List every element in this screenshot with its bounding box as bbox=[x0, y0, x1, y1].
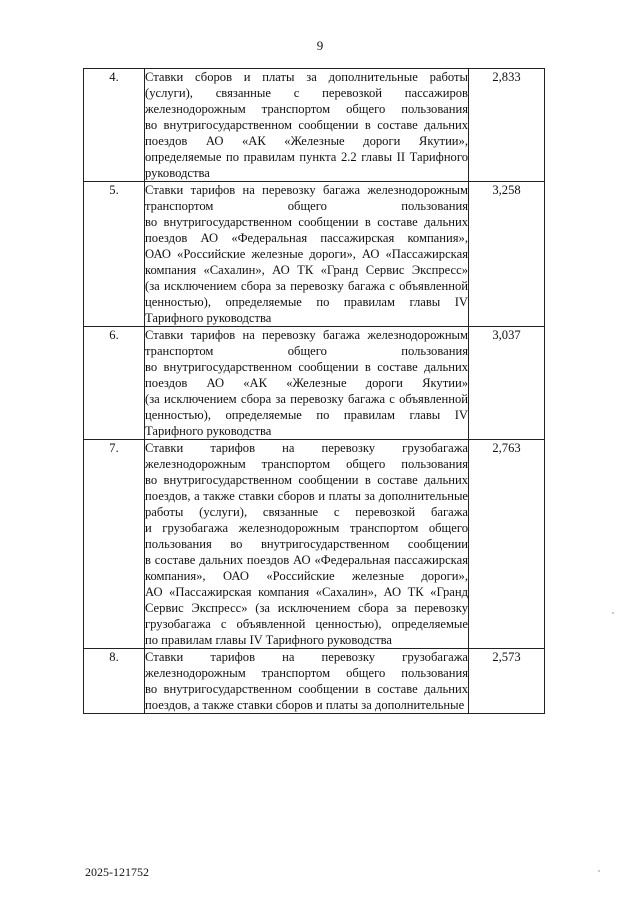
description-line: Тарифного руководства bbox=[145, 311, 272, 325]
description-line: (за исключением сбора за перевозку багажа с объявленной bbox=[145, 392, 468, 406]
description-line: (услуги), связанные с перевозкой пассажиров bbox=[145, 86, 468, 100]
description-line: Тарифного руководства bbox=[145, 424, 272, 438]
row-description bbox=[145, 440, 469, 649]
description-line: железнодорожным транспортом общего пользования bbox=[145, 666, 468, 680]
row-description bbox=[145, 182, 469, 327]
description-line: железнодорожным транспортом общего пользования bbox=[145, 102, 468, 116]
description-line: Ставки тарифов на перевозку багажа железнодорожным bbox=[145, 183, 468, 197]
description-line: ценностью), определяемые по правилам главы IV bbox=[145, 408, 468, 422]
row-number: 6. bbox=[84, 327, 145, 440]
description-line: руководства bbox=[145, 166, 210, 180]
description-line: компания «Сахалин», АО ТК «Гранд Сервис Экспресс» bbox=[145, 263, 468, 277]
description-line: (за исключением сбора за перевозку багажа с объявленной bbox=[145, 279, 468, 293]
table-row bbox=[84, 182, 545, 327]
document-id: 2025-121752 bbox=[85, 865, 149, 879]
description-line: поездов, а также ставки сборов и платы за дополнительные bbox=[145, 698, 465, 712]
description-line: работы (услуги), связанные с перевозкой багажа bbox=[145, 505, 468, 519]
scan-speck bbox=[598, 870, 600, 872]
description-line: железнодорожным транспортом общего пользования bbox=[145, 457, 468, 471]
page-number: 9 bbox=[316, 38, 324, 53]
row-number: 5. bbox=[84, 182, 145, 327]
description-line: грузобагажа с объявленной ценностью), определяемые bbox=[145, 617, 468, 631]
description-line: пользования во внутригосударственном сообщении bbox=[145, 537, 468, 551]
description-line: во внутригосударственном сообщении в составе дальних bbox=[145, 682, 468, 696]
row-description bbox=[145, 69, 469, 182]
table-row bbox=[84, 69, 545, 182]
row-value: 3,258 bbox=[469, 182, 545, 327]
row-value: 2,833 bbox=[469, 69, 545, 182]
row-value: 2,573 bbox=[469, 649, 545, 714]
scan-speck bbox=[612, 612, 614, 614]
description-line: во внутригосударственном сообщении в составе дальних bbox=[145, 215, 468, 229]
description-line: Ставки тарифов на перевозку багажа железнодорожным bbox=[145, 328, 468, 342]
description-line: Ставки тарифов на перевозку грузобагажа bbox=[145, 650, 468, 664]
description-line: компания», ОАО «Российские железные дороги», bbox=[145, 569, 468, 583]
description-line: во внутригосударственном сообщении в составе дальних bbox=[145, 118, 468, 132]
description-line: АО «Пассажирская компания «Сахалин», АО ТК «Гранд bbox=[145, 585, 468, 599]
description-line: транспортом общего пользования bbox=[145, 344, 468, 358]
description-line: по правилам главы IV Тарифного руководства bbox=[145, 633, 393, 647]
table-row bbox=[84, 440, 545, 649]
description-line: и грузобагажа железнодорожным транспортом общего bbox=[145, 521, 468, 535]
description-line: Сервис Экспресс» (за исключением сбора за перевозку bbox=[145, 601, 468, 615]
row-number: 7. bbox=[84, 440, 145, 649]
row-number: 8. bbox=[84, 649, 145, 714]
row-value: 2,763 bbox=[469, 440, 545, 649]
description-line: Ставки тарифов на перевозку грузобагажа bbox=[145, 441, 468, 455]
description-line: Ставки сборов и платы за дополнительные работы bbox=[145, 70, 468, 84]
row-description bbox=[145, 327, 469, 440]
row-number: 4. bbox=[84, 69, 145, 182]
description-line: в составе дальних поездов АО «Федеральная пассажирская bbox=[145, 553, 468, 567]
description-line: поездов, а также ставки сборов и платы за дополнительные bbox=[145, 489, 468, 503]
description-line: поездов АО «Федеральная пассажирская компания», bbox=[145, 231, 468, 245]
description-line: ОАО «Российские железные дороги», АО «Пассажирская bbox=[145, 247, 468, 261]
tariff-table bbox=[83, 68, 545, 714]
description-line: поездов АО «АК «Железные дороги Якутии» bbox=[145, 376, 468, 390]
description-line: во внутригосударственном сообщении в составе дальних bbox=[145, 473, 468, 487]
table-row bbox=[84, 649, 545, 714]
table-row bbox=[84, 327, 545, 440]
description-line: транспортом общего пользования bbox=[145, 199, 468, 213]
description-line: поездов АО «АК «Железные дороги Якутии», bbox=[145, 134, 468, 148]
row-description bbox=[145, 649, 469, 714]
description-line: определяемые по правилам пункта 2.2 главы II Тарифного bbox=[145, 150, 468, 164]
row-value: 3,037 bbox=[469, 327, 545, 440]
description-line: во внутригосударственном сообщении в составе дальних bbox=[145, 360, 468, 374]
description-line: ценностью), определяемые по правилам главы IV bbox=[145, 295, 468, 309]
